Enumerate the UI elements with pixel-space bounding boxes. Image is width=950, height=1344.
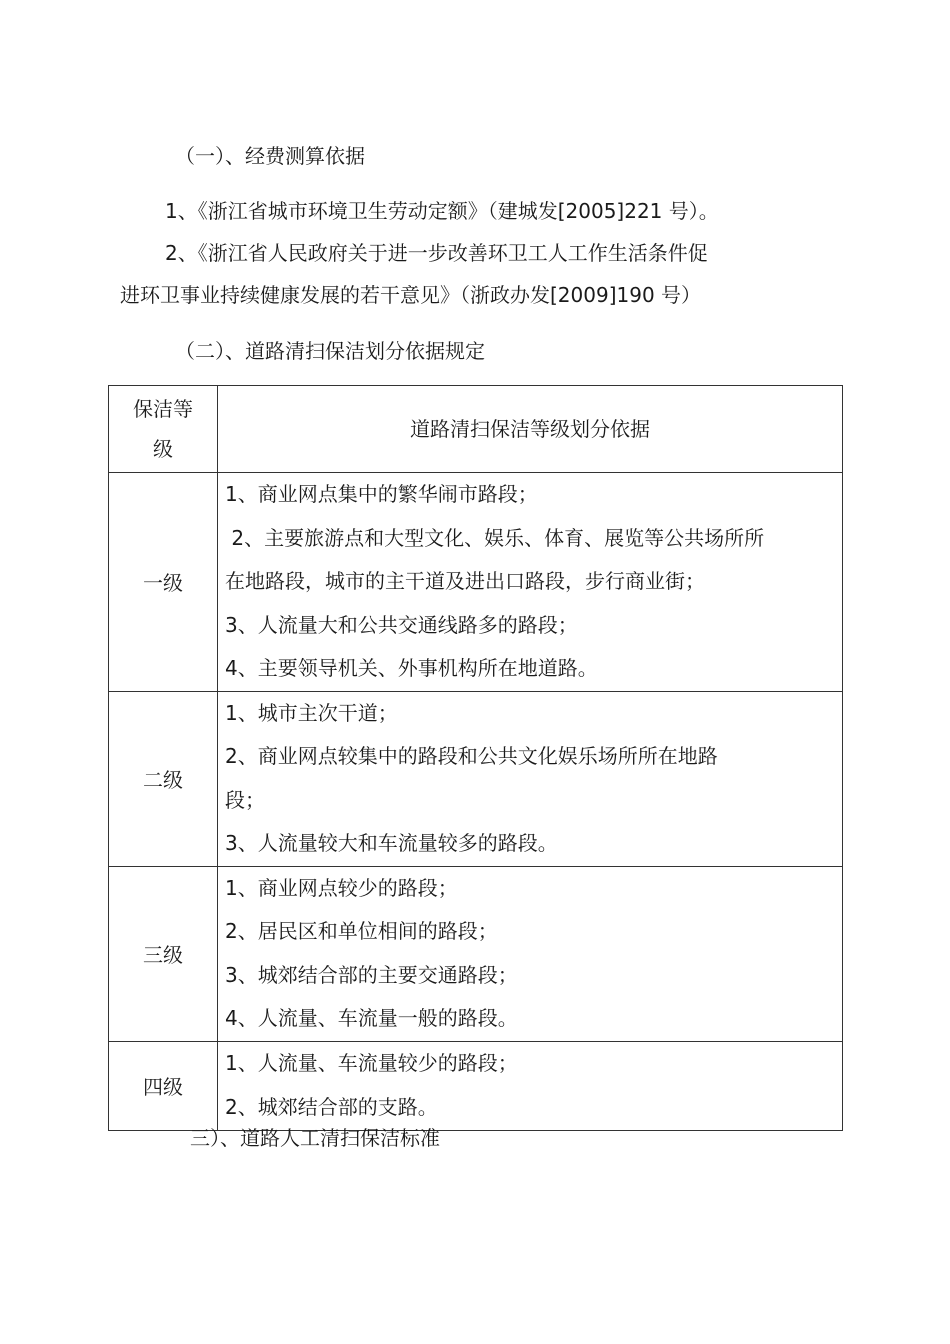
table-row [109, 866, 843, 1041]
grade-basis-cell [218, 473, 843, 692]
table-row [109, 1041, 843, 1130]
list-item: 1、人流量、车流量较少的路段； [225, 1051, 518, 1075]
list-item: 1、商业网点集中的繁华闹市路段； [225, 482, 538, 506]
list-item: 4、人流量、车流量一般的路段。 [225, 1006, 518, 1030]
grade-basis-cell [218, 1041, 843, 1130]
grade-level-cell: 四级 [109, 1041, 218, 1130]
list-item: 2、商业网点较集中的路段和公共文化娱乐场所所在地路 [225, 744, 718, 768]
list-item: 1、城市主次干道； [225, 700, 398, 725]
section-2-title: （二）、道路清扫保洁划分依据规定 [175, 339, 485, 363]
table-header-row [109, 386, 843, 473]
list-item: 段； [225, 787, 265, 812]
basis-item-2-line-1: 2、《浙江省人民政府关于进一步改善环卫工人工作生活条件促 [165, 241, 708, 265]
list-item: 3、人流量较大和车流量较多的路段。 [225, 831, 558, 855]
grade-level-cell: 三级 [109, 866, 218, 1041]
basis-item-1: 1、《浙江省城市环境卫生劳动定额》（建城发[2005]221 号）。 [165, 199, 719, 223]
list-item: 2、主要旅游点和大型文化、娱乐、体育、展览等公共场所所 [225, 525, 765, 550]
grade-level-cell: 一级 [109, 473, 218, 692]
list-item: 3、人流量大和公共交通线路多的路段； [225, 612, 578, 637]
header-level-line-1: 保洁等 [133, 397, 193, 421]
grade-level-cell: 二级 [109, 691, 218, 866]
section-1-title: （一）、经费测算依据 [175, 144, 365, 168]
list-item: 1、商业网点较少的路段； [225, 875, 458, 900]
table-row [109, 691, 843, 866]
header-level-cell [109, 386, 218, 473]
grade-basis-cell [218, 866, 843, 1041]
list-item: 3、城郊结合部的主要交通路段； [225, 962, 518, 987]
section-3-title: 三）、道路人工清扫保洁标准 [190, 1126, 440, 1150]
list-item: 2、居民区和单位相间的路段； [225, 919, 498, 943]
list-item: 在地路段，城市的主干道及进出口路段，步行商业街； [225, 569, 705, 593]
header-basis-cell: 道路清扫保洁等级划分依据 [218, 386, 843, 473]
table-row [109, 473, 843, 692]
header-level-line-2: 级 [153, 437, 173, 461]
list-item: 4、主要领导机关、外事机构所在地道路。 [225, 656, 598, 680]
basis-item-2-line-2: 进环卫事业持续健康发展的若干意见》（浙政办发[2009]190 号） [120, 283, 702, 307]
list-item: 2、城郊结合部的支路。 [225, 1094, 438, 1119]
cleaning-grade-table [108, 385, 843, 1131]
grade-basis-cell [218, 691, 843, 866]
